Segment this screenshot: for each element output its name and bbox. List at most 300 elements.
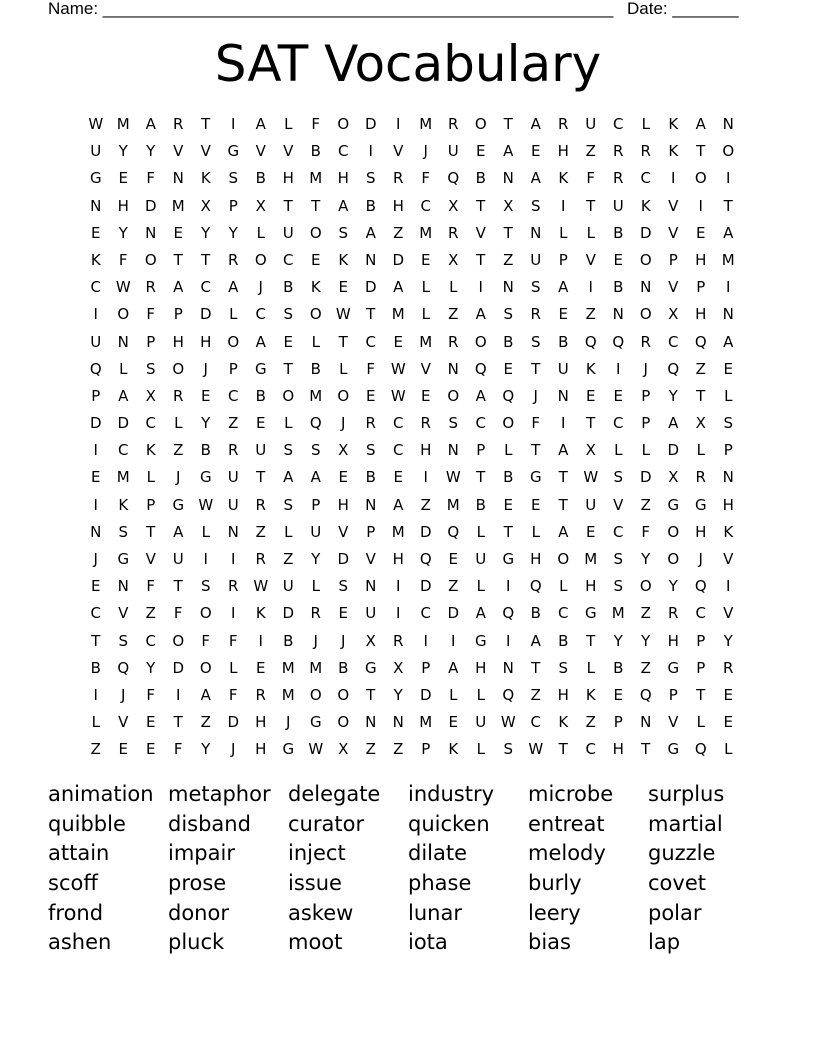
grid-letter[interactable]: L bbox=[559, 577, 568, 596]
grid-letter[interactable]: E bbox=[393, 468, 403, 487]
grid-letter[interactable]: T bbox=[91, 631, 101, 650]
grid-letter[interactable]: E bbox=[723, 713, 733, 732]
grid-letter[interactable]: T bbox=[696, 685, 706, 704]
grid-letter[interactable]: R bbox=[393, 631, 404, 650]
grid-letter[interactable]: J bbox=[341, 631, 346, 650]
grid-letter[interactable]: D bbox=[227, 713, 240, 732]
grid-letter[interactable]: A bbox=[530, 169, 541, 188]
grid-letter[interactable]: G bbox=[502, 550, 515, 568]
grid-letter[interactable]: H bbox=[392, 196, 404, 215]
grid-letter[interactable]: V bbox=[723, 604, 734, 623]
grid-letter[interactable]: O bbox=[337, 115, 350, 133]
grid-letter[interactable]: H bbox=[695, 250, 707, 269]
grid-letter[interactable]: Z bbox=[228, 414, 239, 433]
grid-letter[interactable]: C bbox=[365, 332, 376, 351]
grid-letter[interactable]: A bbox=[393, 495, 404, 514]
grid-letter[interactable]: N bbox=[365, 250, 377, 269]
grid-letter[interactable]: V bbox=[283, 142, 294, 161]
grid-letter[interactable]: D bbox=[364, 278, 377, 297]
grid-letter[interactable]: I bbox=[396, 115, 401, 133]
grid-letter[interactable]: M bbox=[309, 658, 323, 677]
grid-letter[interactable]: Z bbox=[365, 740, 376, 759]
grid-letter[interactable]: B bbox=[283, 631, 294, 650]
grid-letter[interactable]: A bbox=[200, 685, 211, 704]
grid-letter[interactable]: S bbox=[530, 332, 541, 351]
grid-letter[interactable]: J bbox=[93, 550, 98, 568]
grid-letter[interactable]: N bbox=[530, 223, 542, 242]
grid-letter[interactable]: R bbox=[448, 332, 459, 351]
grid-letter[interactable]: C bbox=[530, 713, 541, 732]
grid-letter[interactable]: F bbox=[311, 115, 321, 133]
grid-letter[interactable]: X bbox=[393, 658, 404, 677]
grid-letter[interactable]: R bbox=[530, 305, 541, 324]
grid-letter[interactable]: D bbox=[447, 604, 460, 623]
grid-letter[interactable]: F bbox=[201, 631, 211, 650]
grid-letter[interactable]: Z bbox=[640, 604, 651, 623]
grid-letter[interactable]: R bbox=[558, 115, 569, 133]
grid-letter[interactable]: I bbox=[726, 169, 731, 188]
grid-letter[interactable]: P bbox=[421, 740, 431, 759]
grid-letter[interactable]: L bbox=[91, 713, 100, 732]
grid-letter[interactable]: B bbox=[365, 468, 376, 487]
grid-letter[interactable]: A bbox=[145, 115, 156, 133]
grid-letter[interactable]: C bbox=[118, 441, 129, 460]
grid-letter[interactable]: O bbox=[337, 386, 350, 405]
grid-letter[interactable]: M bbox=[446, 495, 460, 514]
grid-letter[interactable]: N bbox=[365, 577, 377, 596]
grid-letter[interactable]: M bbox=[309, 386, 323, 405]
grid-letter[interactable]: X bbox=[668, 305, 679, 324]
grid-letter[interactable]: O bbox=[337, 685, 350, 704]
grid-letter[interactable]: X bbox=[145, 386, 156, 405]
grid-letter[interactable]: O bbox=[172, 359, 185, 378]
grid-letter[interactable]: N bbox=[447, 441, 459, 460]
grid-letter[interactable]: G bbox=[667, 495, 680, 514]
grid-letter[interactable]: Y bbox=[723, 631, 733, 650]
grid-letter[interactable]: E bbox=[448, 550, 458, 568]
grid-letter[interactable]: J bbox=[121, 685, 126, 704]
grid-letter[interactable]: I bbox=[231, 550, 236, 568]
grid-letter[interactable]: T bbox=[558, 468, 568, 487]
grid-letter[interactable]: I bbox=[561, 196, 566, 215]
grid-letter[interactable]: P bbox=[91, 386, 101, 405]
grid-letter[interactable]: X bbox=[338, 441, 349, 460]
grid-letter[interactable]: B bbox=[475, 169, 486, 188]
grid-letter[interactable]: D bbox=[117, 414, 130, 433]
grid-letter[interactable]: K bbox=[668, 115, 679, 133]
grid-letter[interactable]: V bbox=[393, 142, 404, 161]
grid-letter[interactable]: E bbox=[613, 250, 623, 269]
grid-letter[interactable]: L bbox=[284, 414, 293, 433]
grid-letter[interactable]: L bbox=[476, 740, 485, 759]
grid-letter[interactable]: H bbox=[695, 522, 707, 541]
grid-letter[interactable]: X bbox=[255, 196, 266, 215]
grid-letter[interactable]: Z bbox=[640, 658, 651, 677]
grid-letter[interactable]: W bbox=[88, 115, 104, 133]
grid-letter[interactable]: Z bbox=[393, 223, 404, 242]
grid-letter[interactable]: N bbox=[640, 713, 652, 732]
grid-letter[interactable]: T bbox=[696, 386, 706, 405]
grid-letter[interactable]: G bbox=[172, 495, 185, 514]
grid-letter[interactable]: A bbox=[448, 658, 459, 677]
grid-letter[interactable]: H bbox=[475, 658, 487, 677]
grid-letter[interactable]: F bbox=[146, 305, 156, 324]
grid-letter[interactable]: S bbox=[310, 441, 321, 460]
grid-letter[interactable]: P bbox=[668, 685, 678, 704]
grid-letter[interactable]: Y bbox=[641, 550, 651, 568]
grid-letter[interactable]: V bbox=[173, 142, 184, 161]
grid-letter[interactable]: U bbox=[447, 142, 459, 161]
grid-letter[interactable]: T bbox=[531, 658, 541, 677]
grid-letter[interactable]: W bbox=[308, 740, 324, 759]
grid-letter[interactable]: R bbox=[145, 278, 156, 297]
grid-letter[interactable]: I bbox=[368, 142, 373, 161]
grid-letter[interactable]: C bbox=[475, 414, 486, 433]
grid-letter[interactable]: R bbox=[723, 658, 734, 677]
grid-letter[interactable]: E bbox=[393, 332, 403, 351]
grid-letter[interactable]: D bbox=[89, 414, 102, 433]
grid-letter[interactable]: T bbox=[531, 441, 541, 460]
grid-letter[interactable]: E bbox=[531, 495, 541, 514]
grid-letter[interactable]: U bbox=[310, 522, 322, 541]
grid-letter[interactable]: A bbox=[503, 142, 514, 161]
grid-letter[interactable]: E bbox=[311, 250, 321, 269]
grid-letter[interactable]: D bbox=[667, 441, 680, 460]
grid-letter[interactable]: Z bbox=[640, 495, 651, 514]
grid-letter[interactable]: J bbox=[176, 468, 181, 487]
grid-letter[interactable]: B bbox=[503, 468, 514, 487]
grid-letter[interactable]: C bbox=[393, 414, 404, 433]
grid-letter[interactable]: T bbox=[476, 250, 486, 269]
date-field[interactable]: Date: _______ bbox=[627, 0, 739, 18]
grid-letter[interactable]: G bbox=[309, 713, 322, 732]
grid-letter[interactable]: K bbox=[668, 142, 679, 161]
grid-letter[interactable]: M bbox=[171, 196, 185, 215]
grid-letter[interactable]: S bbox=[200, 577, 211, 596]
grid-letter[interactable]: R bbox=[448, 115, 459, 133]
grid-letter[interactable]: E bbox=[146, 713, 156, 732]
grid-letter[interactable]: T bbox=[201, 115, 211, 133]
grid-letter[interactable]: C bbox=[145, 631, 156, 650]
grid-letter[interactable]: R bbox=[640, 142, 651, 161]
grid-letter[interactable]: C bbox=[90, 604, 101, 623]
grid-letter[interactable]: L bbox=[449, 278, 458, 297]
grid-letter[interactable]: T bbox=[146, 522, 156, 541]
grid-letter[interactable]: T bbox=[283, 359, 293, 378]
grid-letter[interactable]: T bbox=[201, 250, 211, 269]
grid-letter[interactable]: M bbox=[391, 522, 405, 541]
grid-letter[interactable]: P bbox=[311, 495, 321, 514]
name-field[interactable]: Name: ______________________________________________________ bbox=[48, 0, 614, 18]
grid-letter[interactable]: B bbox=[475, 495, 486, 514]
grid-letter[interactable]: B bbox=[255, 386, 266, 405]
grid-letter[interactable]: V bbox=[668, 196, 679, 215]
grid-letter[interactable]: R bbox=[255, 550, 266, 568]
grid-letter[interactable]: Q bbox=[447, 522, 460, 541]
grid-letter[interactable]: K bbox=[558, 713, 569, 732]
grid-letter[interactable]: X bbox=[448, 250, 459, 269]
grid-letter[interactable]: F bbox=[421, 169, 431, 188]
grid-letter[interactable]: I bbox=[451, 631, 456, 650]
grid-letter[interactable]: N bbox=[612, 305, 624, 324]
grid-letter[interactable]: I bbox=[423, 468, 428, 487]
grid-letter[interactable]: Q bbox=[694, 740, 707, 759]
grid-letter[interactable]: C bbox=[255, 305, 266, 324]
grid-letter[interactable]: P bbox=[228, 359, 238, 378]
grid-letter[interactable]: H bbox=[612, 740, 624, 759]
grid-letter[interactable]: S bbox=[365, 169, 376, 188]
grid-letter[interactable]: H bbox=[392, 550, 404, 568]
grid-letter[interactable]: U bbox=[612, 196, 624, 215]
grid-letter[interactable]: L bbox=[339, 359, 348, 378]
grid-letter[interactable]: H bbox=[337, 169, 349, 188]
grid-letter[interactable]: R bbox=[310, 604, 321, 623]
grid-letter[interactable]: S bbox=[365, 441, 376, 460]
grid-letter[interactable]: T bbox=[558, 740, 568, 759]
grid-letter[interactable]: L bbox=[421, 278, 430, 297]
grid-letter[interactable]: S bbox=[118, 631, 129, 650]
grid-letter[interactable]: K bbox=[255, 604, 266, 623]
grid-letter[interactable]: Y bbox=[118, 142, 128, 161]
grid-letter[interactable]: R bbox=[255, 685, 266, 704]
grid-letter[interactable]: R bbox=[420, 414, 431, 433]
grid-letter[interactable]: B bbox=[90, 658, 101, 677]
grid-letter[interactable]: R bbox=[173, 115, 184, 133]
grid-letter[interactable]: I bbox=[396, 604, 401, 623]
grid-letter[interactable]: U bbox=[172, 550, 184, 568]
grid-letter[interactable]: F bbox=[641, 522, 651, 541]
grid-letter[interactable]: A bbox=[723, 223, 734, 242]
grid-letter[interactable]: X bbox=[585, 441, 596, 460]
grid-letter[interactable]: Q bbox=[474, 359, 487, 378]
grid-letter[interactable]: Y bbox=[201, 740, 211, 759]
grid-letter[interactable]: Q bbox=[529, 577, 542, 596]
grid-letter[interactable]: U bbox=[585, 495, 597, 514]
grid-letter[interactable]: O bbox=[557, 550, 570, 568]
grid-letter[interactable]: N bbox=[502, 278, 514, 297]
grid-letter[interactable]: Q bbox=[502, 604, 515, 623]
grid-letter[interactable]: V bbox=[585, 250, 596, 269]
grid-letter[interactable]: P bbox=[228, 196, 238, 215]
grid-letter[interactable]: N bbox=[365, 495, 377, 514]
grid-letter[interactable]: K bbox=[118, 495, 129, 514]
grid-letter[interactable]: X bbox=[365, 631, 376, 650]
grid-letter[interactable]: E bbox=[531, 142, 541, 161]
grid-letter[interactable]: T bbox=[723, 196, 733, 215]
grid-letter[interactable]: U bbox=[475, 713, 487, 732]
grid-letter[interactable]: T bbox=[586, 631, 596, 650]
grid-letter[interactable]: L bbox=[586, 658, 595, 677]
grid-letter[interactable]: H bbox=[420, 441, 432, 460]
grid-letter[interactable]: E bbox=[338, 278, 348, 297]
grid-letter[interactable]: I bbox=[93, 495, 98, 514]
grid-letter[interactable]: T bbox=[558, 495, 568, 514]
grid-letter[interactable]: S bbox=[283, 305, 294, 324]
grid-letter[interactable]: S bbox=[723, 414, 734, 433]
grid-letter[interactable]: D bbox=[172, 658, 185, 677]
grid-letter[interactable]: Y bbox=[668, 386, 678, 405]
grid-letter[interactable]: X bbox=[695, 414, 706, 433]
grid-letter[interactable]: G bbox=[529, 468, 542, 487]
grid-letter[interactable]: P bbox=[696, 658, 706, 677]
grid-letter[interactable]: K bbox=[640, 196, 651, 215]
grid-letter[interactable]: E bbox=[421, 250, 431, 269]
grid-letter[interactable]: S bbox=[613, 550, 624, 568]
grid-letter[interactable]: E bbox=[613, 685, 623, 704]
grid-letter[interactable]: O bbox=[199, 658, 212, 677]
grid-letter[interactable]: F bbox=[173, 604, 183, 623]
grid-letter[interactable]: X bbox=[338, 740, 349, 759]
grid-letter[interactable]: P bbox=[668, 250, 678, 269]
grid-letter[interactable]: N bbox=[365, 713, 377, 732]
grid-letter[interactable]: U bbox=[530, 250, 542, 269]
grid-letter[interactable]: C bbox=[613, 522, 624, 541]
grid-letter[interactable]: E bbox=[503, 359, 513, 378]
grid-letter[interactable]: O bbox=[722, 142, 735, 161]
grid-letter[interactable]: T bbox=[503, 223, 513, 242]
grid-letter[interactable]: I bbox=[588, 278, 593, 297]
grid-letter[interactable]: C bbox=[585, 740, 596, 759]
grid-letter[interactable]: S bbox=[613, 577, 624, 596]
grid-letter[interactable]: G bbox=[364, 658, 377, 677]
grid-letter[interactable]: E bbox=[723, 685, 733, 704]
grid-letter[interactable]: T bbox=[586, 196, 596, 215]
grid-letter[interactable]: P bbox=[723, 441, 733, 460]
grid-letter[interactable]: Q bbox=[502, 386, 515, 405]
grid-letter[interactable]: H bbox=[530, 550, 542, 568]
grid-letter[interactable]: A bbox=[558, 441, 569, 460]
grid-letter[interactable]: B bbox=[310, 359, 321, 378]
grid-letter[interactable]: I bbox=[671, 169, 676, 188]
grid-letter[interactable]: N bbox=[557, 386, 569, 405]
grid-letter[interactable]: L bbox=[174, 414, 183, 433]
grid-letter[interactable]: R bbox=[173, 386, 184, 405]
grid-letter[interactable]: N bbox=[117, 332, 129, 351]
grid-letter[interactable]: O bbox=[639, 250, 652, 269]
grid-letter[interactable]: Q bbox=[584, 332, 597, 351]
grid-letter[interactable]: T bbox=[311, 196, 321, 215]
grid-letter[interactable]: Y bbox=[146, 658, 156, 677]
grid-letter[interactable]: R bbox=[393, 169, 404, 188]
grid-letter[interactable]: A bbox=[530, 631, 541, 650]
grid-letter[interactable]: L bbox=[146, 468, 155, 487]
grid-letter[interactable]: C bbox=[668, 332, 679, 351]
grid-letter[interactable]: N bbox=[172, 169, 184, 188]
grid-letter[interactable]: P bbox=[146, 332, 156, 351]
grid-letter[interactable]: Z bbox=[420, 495, 431, 514]
grid-letter[interactable]: P bbox=[641, 414, 651, 433]
grid-letter[interactable]: E bbox=[723, 359, 733, 378]
grid-letter[interactable]: K bbox=[585, 359, 596, 378]
grid-letter[interactable]: W bbox=[445, 468, 461, 487]
grid-letter[interactable]: I bbox=[698, 196, 703, 215]
grid-letter[interactable]: I bbox=[203, 550, 208, 568]
grid-letter[interactable]: H bbox=[667, 631, 679, 650]
grid-letter[interactable]: V bbox=[145, 550, 156, 568]
grid-letter[interactable]: A bbox=[530, 115, 541, 133]
grid-letter[interactable]: E bbox=[118, 169, 128, 188]
grid-letter[interactable]: G bbox=[474, 631, 487, 650]
grid-letter[interactable]: E bbox=[476, 142, 486, 161]
grid-letter[interactable]: K bbox=[585, 685, 596, 704]
grid-letter[interactable]: F bbox=[146, 577, 156, 596]
grid-letter[interactable]: Z bbox=[448, 577, 459, 596]
grid-letter[interactable]: L bbox=[229, 658, 238, 677]
grid-letter[interactable]: H bbox=[255, 713, 267, 732]
grid-letter[interactable]: W bbox=[335, 305, 351, 324]
grid-letter[interactable]: N bbox=[145, 223, 157, 242]
grid-letter[interactable]: C bbox=[613, 414, 624, 433]
grid-letter[interactable]: G bbox=[199, 468, 212, 487]
grid-letter[interactable]: R bbox=[255, 495, 266, 514]
grid-letter[interactable]: B bbox=[310, 142, 321, 161]
grid-letter[interactable]: V bbox=[613, 495, 624, 514]
grid-letter[interactable]: T bbox=[366, 685, 376, 704]
grid-letter[interactable]: T bbox=[476, 468, 486, 487]
grid-letter[interactable]: G bbox=[694, 495, 707, 514]
grid-letter[interactable]: Z bbox=[90, 740, 101, 759]
grid-letter[interactable]: E bbox=[586, 522, 596, 541]
grid-letter[interactable]: Z bbox=[448, 305, 459, 324]
grid-letter[interactable]: T bbox=[476, 196, 486, 215]
grid-letter[interactable]: L bbox=[586, 223, 595, 242]
grid-letter[interactable]: O bbox=[667, 550, 680, 568]
grid-letter[interactable]: B bbox=[530, 604, 541, 623]
grid-letter[interactable]: F bbox=[228, 685, 238, 704]
grid-letter[interactable]: L bbox=[614, 441, 623, 460]
grid-letter[interactable]: R bbox=[228, 250, 239, 269]
grid-letter[interactable]: V bbox=[118, 713, 129, 732]
grid-letter[interactable]: U bbox=[282, 577, 294, 596]
grid-letter[interactable]: U bbox=[475, 550, 487, 568]
grid-letter[interactable]: W bbox=[583, 468, 599, 487]
grid-letter[interactable]: I bbox=[726, 278, 731, 297]
grid-letter[interactable]: J bbox=[313, 631, 318, 650]
grid-letter[interactable]: F bbox=[146, 169, 156, 188]
grid-letter[interactable]: R bbox=[668, 604, 679, 623]
grid-letter[interactable]: F bbox=[531, 414, 541, 433]
grid-letter[interactable]: Z bbox=[585, 142, 596, 161]
grid-letter[interactable]: L bbox=[449, 685, 458, 704]
grid-letter[interactable]: S bbox=[530, 196, 541, 215]
grid-letter[interactable]: P bbox=[173, 305, 183, 324]
grid-letter[interactable]: C bbox=[420, 604, 431, 623]
grid-letter[interactable]: E bbox=[613, 386, 623, 405]
grid-letter[interactable]: Y bbox=[641, 631, 651, 650]
grid-letter[interactable]: M bbox=[419, 713, 433, 732]
grid-letter[interactable]: H bbox=[557, 142, 569, 161]
grid-letter[interactable]: W bbox=[390, 386, 406, 405]
grid-letter[interactable]: G bbox=[89, 169, 102, 188]
grid-letter[interactable]: C bbox=[695, 604, 706, 623]
grid-letter[interactable]: R bbox=[640, 332, 651, 351]
grid-letter[interactable]: W bbox=[253, 577, 269, 596]
grid-letter[interactable]: L bbox=[119, 359, 128, 378]
grid-letter[interactable]: Z bbox=[585, 305, 596, 324]
grid-letter[interactable]: I bbox=[396, 577, 401, 596]
grid-letter[interactable]: B bbox=[365, 196, 376, 215]
grid-letter[interactable]: N bbox=[722, 468, 734, 487]
grid-letter[interactable]: S bbox=[503, 740, 514, 759]
grid-letter[interactable]: C bbox=[613, 115, 624, 133]
grid-letter[interactable]: V bbox=[668, 223, 679, 242]
grid-letter[interactable]: I bbox=[93, 441, 98, 460]
grid-letter[interactable]: U bbox=[365, 604, 377, 623]
grid-letter[interactable]: H bbox=[557, 685, 569, 704]
grid-letter[interactable]: V bbox=[338, 522, 349, 541]
grid-letter[interactable]: R bbox=[613, 169, 624, 188]
grid-letter[interactable]: U bbox=[557, 359, 569, 378]
